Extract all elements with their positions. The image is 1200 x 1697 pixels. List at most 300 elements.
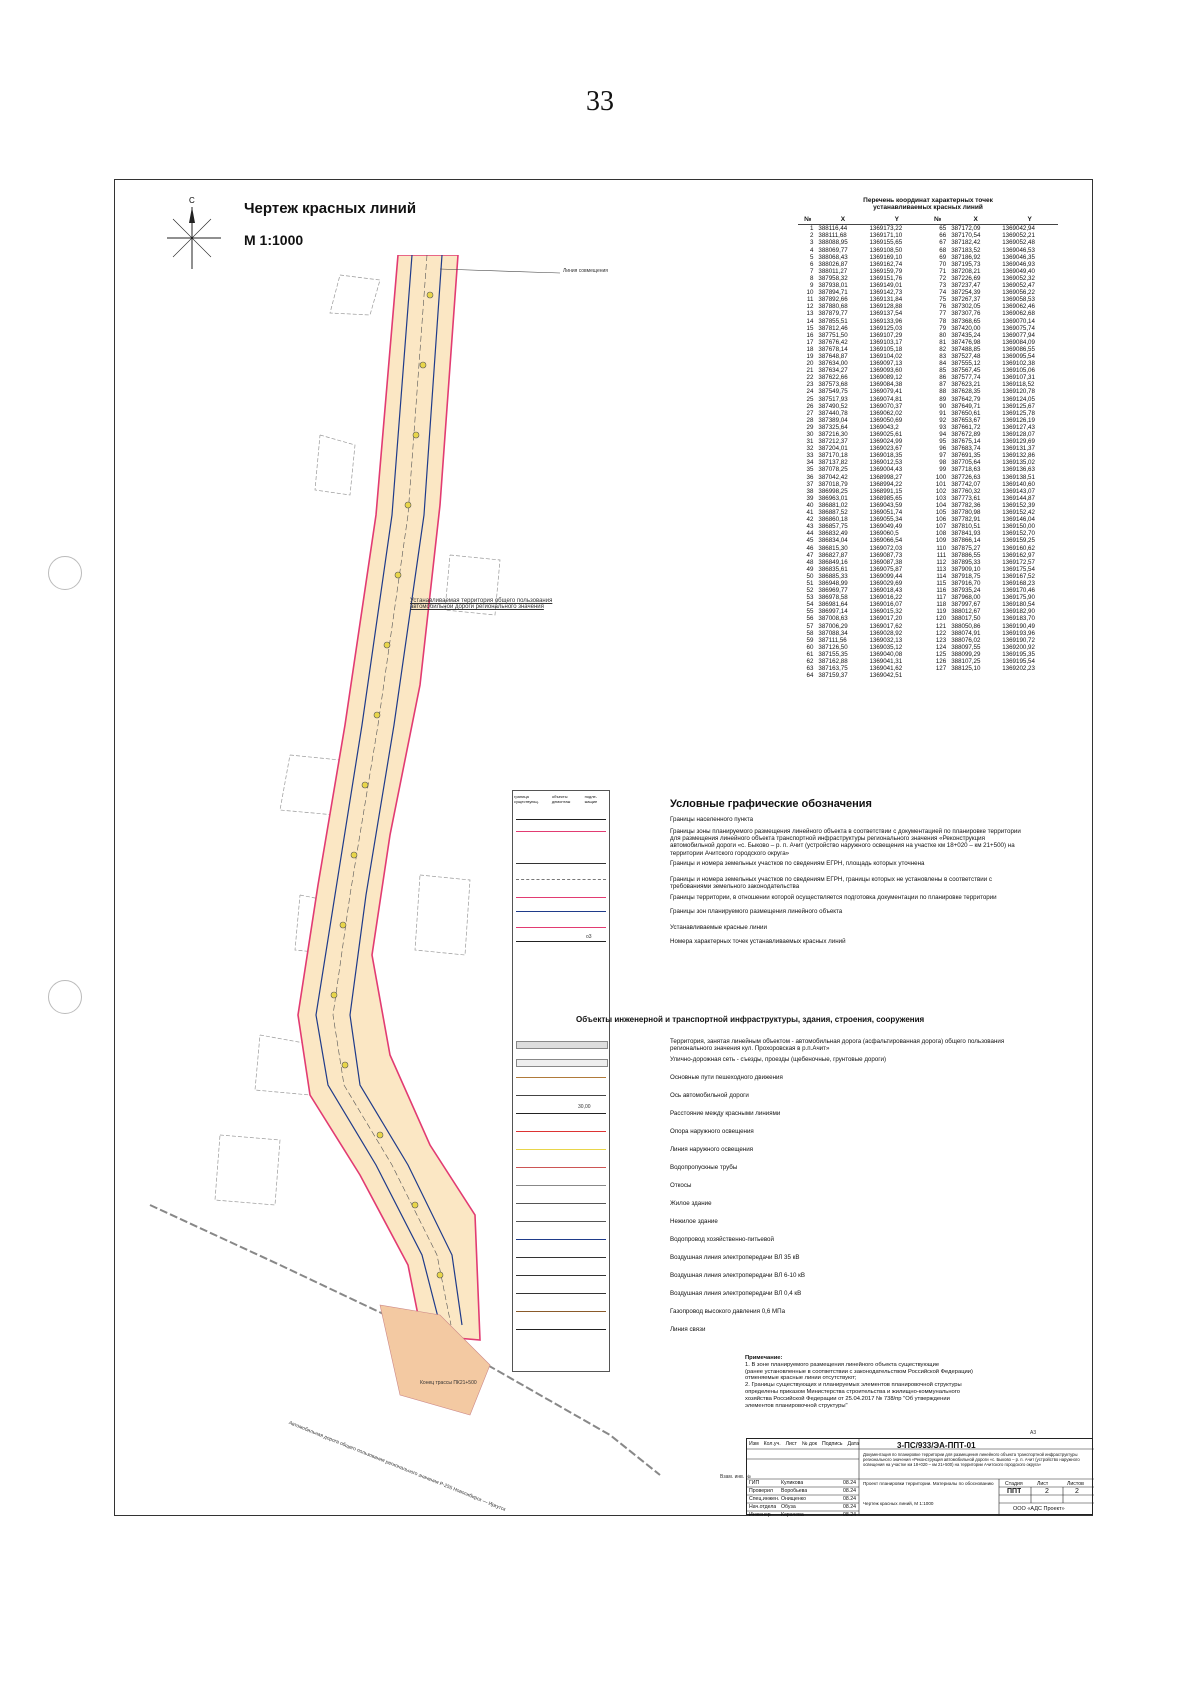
legend-symbol: [516, 897, 606, 898]
table-cell: 60: [806, 643, 814, 651]
table-row: [798, 672, 1058, 679]
legend-symbol: [516, 927, 606, 928]
table-cell: 387204,01: [818, 445, 848, 453]
table-cell: 387622,66: [818, 374, 848, 382]
table-row: [798, 509, 1058, 516]
table-cell: 30: [806, 431, 814, 438]
table-cell: 22: [806, 374, 814, 382]
legend-distance-label: 30,00: [578, 1104, 591, 1110]
table-cell: 37: [806, 480, 814, 488]
table-row: [798, 537, 1058, 544]
table-row: [798, 289, 1058, 296]
table-cell: 1369155,65: [869, 239, 903, 247]
table-cell: 387812,46: [818, 324, 848, 332]
table-cell: 1369095,54: [1002, 352, 1035, 360]
table-cell: 1369138,51: [1002, 473, 1035, 481]
legend-item: Нежилое здание: [670, 1218, 718, 1225]
table-cell: 1369200,92: [1002, 643, 1035, 651]
table-cell: 387742,07: [951, 480, 981, 488]
legend-item: Водопропускные трубы: [670, 1164, 738, 1171]
table-cell: 1369107,29: [869, 331, 903, 339]
table-cell: 1369193,96: [1002, 629, 1035, 637]
table-row: [798, 318, 1058, 325]
table-cell: 1369125,03: [869, 324, 903, 332]
table-cell: 1369129,69: [1002, 438, 1035, 446]
table-cell: 1369049,49: [869, 523, 903, 531]
legend-item: Границы зон планируемого размещения линейного объекта: [670, 908, 843, 915]
table-row: [798, 339, 1058, 346]
table-cell: 1369077,94: [1002, 331, 1035, 339]
table-cell: 1369051,74: [869, 509, 903, 517]
table-cell: 388074,91: [951, 629, 981, 637]
table-cell: 387008,63: [818, 615, 848, 623]
table-cell: 103: [935, 494, 947, 502]
table-cell: 386857,75: [818, 523, 848, 531]
note-line: 1. В зоне планируемого размещения линейного объекта существующие: [745, 1361, 940, 1368]
table-cell: 387325,64: [818, 423, 848, 431]
legend-symbol: [516, 819, 606, 820]
table-cell: 387916,70: [951, 579, 981, 587]
table-cell: 386815,30: [818, 544, 848, 552]
table-cell: 1369055,34: [869, 516, 903, 524]
table-cell: 387880,68: [818, 303, 848, 311]
stamp-header-cell: № док: [801, 1441, 818, 1447]
table-cell: 387634,00: [818, 360, 848, 368]
table-cell: 1369097,13: [869, 360, 903, 368]
table-cell: 387195,73: [951, 260, 981, 268]
table-cell: 387918,75: [951, 572, 981, 580]
table-cell: 387488,85: [951, 345, 981, 353]
table-cell: 93: [939, 423, 947, 431]
map-label-road: Автомобильная дорога общего пользования регионального значения Р-255 Новосибирск — Иркутск: [287, 1420, 507, 1513]
table-cell: 1369052,47: [1002, 282, 1035, 290]
punch-hole: [48, 556, 82, 590]
legend-title: Условные графические обозначения: [670, 798, 872, 810]
table-cell: 1369144,87: [1002, 494, 1035, 502]
table-cell: 36: [806, 473, 814, 481]
legend-item: Линия связи: [670, 1326, 706, 1333]
table-cell: 1369046,93: [1002, 260, 1035, 268]
table-cell: 80: [939, 331, 947, 339]
stamp-header-cell: Кол.уч.: [763, 1441, 781, 1447]
table-cell: 387875,27: [951, 544, 981, 552]
table-row: [798, 615, 1058, 622]
table-cell: 116: [936, 587, 947, 595]
stamp-stage-label: Стадия: [1005, 1481, 1023, 1487]
stamp-role: Инженер: [749, 1512, 771, 1518]
table-cell: 96: [939, 445, 947, 453]
table-cell: 1369093,60: [869, 367, 903, 375]
table-row: [798, 630, 1058, 637]
table-cell: 387935,24: [951, 587, 981, 595]
table-cell: 1369128,88: [869, 303, 903, 311]
table-cell: 1369016,22: [869, 594, 903, 602]
table-row: [798, 651, 1058, 658]
table-cell: 71: [939, 267, 947, 275]
table-cell: 14: [806, 317, 814, 325]
stamp-role: Нач.отдела: [749, 1504, 777, 1510]
coordinates-table: [798, 197, 1058, 679]
table-cell: 1369167,52: [1002, 572, 1035, 580]
table-cell: 387111,56: [818, 636, 847, 644]
table-cell: 387435,24: [951, 331, 981, 339]
table-cell: 1369105,18: [869, 345, 903, 353]
table-cell: 1369018,35: [869, 452, 903, 460]
table-cell: 79: [939, 324, 947, 332]
table-cell: 73: [939, 282, 947, 290]
table-cell: 8: [809, 274, 814, 282]
table-cell: 387555,12: [951, 360, 981, 368]
table-cell: 387170,18: [818, 452, 848, 460]
legend-item: Территория, занятая линейным объектом - автомобильная дорога (асфальтированная дорога) общего пользования регионального значения кул. Прохоровская в р.п.Ачит»: [670, 1038, 1005, 1053]
table-cell: 387307,76: [951, 310, 981, 318]
table-cell: 1369058,53: [1002, 296, 1035, 304]
table-cell: 386978,58: [818, 594, 848, 602]
table-cell: 92: [939, 416, 947, 424]
legend-symbol: [516, 1275, 606, 1276]
table-cell: 69: [939, 253, 947, 261]
table-cell: 387018,79: [818, 480, 848, 488]
table-cell: 50: [806, 572, 814, 580]
legend-item: Границы и номера земельных участков по сведениям ЕГРН, площадь которых уточнена: [670, 860, 925, 867]
table-row: [798, 545, 1058, 552]
table-cell: 38: [806, 487, 814, 495]
table-cell: 387527,48: [951, 352, 981, 360]
table-cell: 1: [809, 225, 814, 233]
table-cell: 106: [935, 516, 947, 524]
table-cell: 1369132,86: [1002, 452, 1035, 460]
table-cell: 42: [806, 516, 814, 524]
table-cell: 1369168,23: [1002, 579, 1035, 587]
table-cell: 27: [806, 409, 814, 417]
table-cell: 387855,51: [818, 317, 848, 325]
table-cell: 1369170,46: [1002, 587, 1035, 595]
table-row: [798, 637, 1058, 644]
table-row: [798, 239, 1058, 246]
table-cell: 31: [806, 438, 814, 446]
table-cell: 1369172,57: [1002, 558, 1035, 566]
table-cell: 388099,29: [951, 650, 981, 658]
table-cell: 388107,25: [951, 658, 981, 665]
table-cell: 387042,42: [818, 473, 848, 481]
table-row: [798, 488, 1058, 495]
table-cell: 388017,50: [951, 615, 981, 623]
table-cell: 387648,87: [818, 352, 848, 360]
table-cell: 388026,87: [818, 260, 848, 268]
table-cell: 126: [935, 658, 947, 665]
table-cell: 76: [939, 303, 947, 311]
legend-symbol: [516, 1167, 606, 1168]
table-cell: 1369043,2: [869, 423, 899, 431]
table-row: [798, 410, 1058, 417]
table-cell: 386997,14: [818, 608, 848, 616]
table-cell: 1369024,99: [869, 438, 903, 446]
table-cell: 95: [939, 438, 947, 446]
table-cell: 1369180,54: [1002, 601, 1035, 609]
table-cell: 387476,98: [951, 338, 981, 346]
table-cell: 1369108,50: [869, 246, 903, 254]
table-cell: 101: [935, 480, 947, 488]
table-row: [798, 566, 1058, 573]
table-cell: [1001, 672, 1058, 679]
table-cell: 1369018,43: [869, 587, 903, 595]
stamp-org: ООО «АДС Проект»: [1013, 1506, 1065, 1512]
table-cell: 388069,77: [818, 246, 848, 254]
table-cell: 120: [935, 615, 947, 623]
stamp-sheets: 2: [1075, 1488, 1079, 1495]
table-cell: 386948,99: [818, 579, 848, 587]
table-cell: 118: [936, 601, 947, 609]
table-cell: 15: [806, 324, 814, 332]
stamp-header-cell: Дата: [847, 1441, 859, 1447]
table-cell: 23: [806, 381, 814, 389]
table-row: [798, 261, 1058, 268]
coords-col-header: №: [925, 215, 950, 225]
table-cell: 1369143,07: [1002, 487, 1035, 495]
table-cell: 13: [806, 310, 814, 318]
table-row: [798, 587, 1058, 594]
table-cell: 387780,98: [951, 509, 981, 517]
table-row: [798, 559, 1058, 566]
table-cell: 387782,36: [951, 501, 981, 509]
table-cell: 387705,64: [951, 459, 981, 467]
table-cell: 20: [806, 360, 814, 368]
table-cell: 1369029,69: [869, 579, 903, 587]
legend-symbol: [516, 1239, 606, 1240]
stamp-person: Онищенко: [781, 1496, 806, 1502]
legend-symbol: [516, 863, 606, 864]
legend-symbol: [516, 1293, 606, 1294]
table-row: [798, 388, 1058, 395]
table-cell: 388050,86: [951, 622, 981, 630]
table-cell: 1369152,42: [1002, 509, 1035, 517]
table-cell: 1369023,67: [869, 445, 903, 453]
table-cell: 1369099,44: [869, 572, 903, 580]
table-cell: 387672,89: [951, 431, 981, 438]
table-cell: 1369160,62: [1002, 544, 1035, 552]
table-row: [798, 403, 1058, 410]
table-cell: 1369125,67: [1002, 402, 1035, 410]
table-cell: 387678,14: [818, 345, 848, 353]
table-cell: 49: [806, 565, 814, 573]
table-cell: 1369202,23: [1002, 665, 1035, 673]
table-cell: 1369052,32: [1002, 274, 1035, 282]
table-cell: 1369103,17: [869, 338, 903, 346]
table-cell: 48: [806, 558, 814, 566]
table-row: [798, 282, 1058, 289]
table-cell: 1369169,10: [869, 253, 903, 261]
table-cell: 387577,74: [951, 374, 981, 382]
table-cell: 2: [809, 232, 814, 240]
table-cell: 387549,75: [818, 388, 848, 396]
table-cell: 102: [935, 487, 947, 495]
table-cell: 1369136,63: [1002, 466, 1035, 474]
table-cell: 387163,75: [818, 665, 848, 673]
table-cell: 11: [806, 296, 814, 304]
legend-item: Номера характерных точек устанавливаемых красных линий: [670, 938, 846, 945]
table-cell: 387183,52: [951, 246, 981, 254]
legend-item: Границы территории, в отношении которой осуществляется подготовка документации по планировке территории: [670, 894, 997, 901]
table-cell: 1369072,03: [869, 544, 903, 552]
legend-col-label: подле-жащие: [584, 794, 598, 804]
table-cell: 112: [936, 558, 947, 566]
coords-col-header: Y: [1001, 215, 1058, 225]
table-cell: 1369151,76: [869, 274, 903, 282]
table-cell: 53: [806, 594, 814, 602]
legend-item: Линия наружного освещения: [670, 1146, 754, 1153]
table-row: [798, 325, 1058, 332]
table-cell: 1369142,73: [869, 289, 903, 297]
table-row: [798, 381, 1058, 388]
table-cell: 65: [939, 225, 947, 233]
note-line: отменяемые красные линии отсутствуют;: [745, 1375, 857, 1382]
map-label-combine-line: Линия совмещения: [563, 268, 608, 274]
table-cell: 74: [939, 289, 947, 297]
legend-point-label: о3: [586, 934, 592, 940]
table-cell: 387302,05: [951, 303, 981, 311]
stamp-stage: ППТ: [1007, 1488, 1022, 1495]
table-cell: 1369042,94: [1002, 225, 1035, 233]
legend-item: Опора наружного освещения: [670, 1128, 754, 1135]
table-cell: 1369015,32: [869, 608, 903, 616]
table-cell: 1368991,15: [869, 487, 903, 495]
stamp-inv: Взам. инв. №: [720, 1474, 751, 1480]
table-cell: 54: [806, 601, 814, 609]
table-cell: 387634,27: [818, 367, 848, 375]
stamp-person: Карачева: [781, 1512, 804, 1518]
table-cell: 1369079,41: [869, 388, 903, 396]
table-row: [798, 438, 1058, 445]
stamp-sheet-name: Чертеж красных линий, М 1:1000: [863, 1501, 934, 1506]
table-cell: 45: [806, 537, 814, 545]
table-cell: 113: [936, 565, 947, 573]
table-cell: 387517,93: [818, 395, 848, 403]
table-row: [798, 644, 1058, 651]
table-cell: 12: [806, 303, 814, 311]
table-cell: 1369025,61: [869, 431, 903, 438]
legend-item: Основные пути пешеходного движения: [670, 1074, 783, 1081]
stamp-section: Проект планировки территории. Материалы по обоснованию: [863, 1481, 994, 1486]
stamp-format: А3: [1030, 1430, 1037, 1436]
table-row: [798, 552, 1058, 559]
table-cell: 387389,04: [818, 416, 848, 424]
table-row: [798, 530, 1058, 537]
table-cell: 1369087,38: [869, 558, 903, 566]
table-cell: 1369035,12: [869, 643, 903, 651]
legend-item: Воздушная линия электропередачи ВЛ 6-10 кВ: [670, 1272, 805, 1279]
table-cell: 388076,02: [951, 636, 981, 644]
table-cell: 1369175,54: [1002, 565, 1035, 573]
table-cell: 1369016,07: [869, 601, 903, 609]
stamp-date: 08.24: [843, 1504, 856, 1510]
table-cell: 82: [939, 345, 947, 353]
table-cell: 1369133,96: [869, 317, 903, 325]
table-cell: 386832,49: [818, 530, 848, 538]
table-row: [798, 665, 1058, 672]
table-cell: 67: [939, 239, 947, 247]
table-row: [798, 594, 1058, 601]
stamp-header-cell: Изм: [749, 1441, 759, 1447]
table-cell: 387810,51: [951, 523, 981, 531]
table-cell: 86: [939, 374, 947, 382]
table-cell: 386887,52: [818, 509, 848, 517]
table-row: [798, 452, 1058, 459]
table-cell: 1369149,01: [869, 282, 903, 290]
table-cell: 388125,10: [951, 665, 981, 673]
table-row: [798, 459, 1058, 466]
stamp-role: Проверил: [749, 1488, 773, 1494]
table-row: [798, 232, 1058, 239]
table-cell: 1369040,08: [869, 650, 903, 658]
table-cell: 32: [806, 445, 814, 453]
legend-item: Устанавливаемые красные линии: [670, 924, 767, 931]
table-row: [798, 573, 1058, 580]
table-cell: 43: [806, 523, 814, 531]
table-cell: 387782,91: [951, 516, 981, 524]
table-row: [798, 623, 1058, 630]
table-cell: 387212,37: [818, 438, 848, 446]
table-cell: 1369075,74: [1002, 324, 1035, 332]
table-cell: 1369162,74: [869, 260, 903, 268]
table-cell: 1369107,31: [1002, 374, 1035, 382]
table-cell: 388012,67: [951, 608, 981, 616]
stamp-sheet: 2: [1045, 1488, 1049, 1495]
table-cell: 387866,14: [951, 537, 981, 545]
table-cell: 387170,54: [951, 232, 981, 240]
table-row: [798, 247, 1058, 254]
table-cell: 109: [935, 537, 947, 545]
table-cell: 1369150,00: [1002, 523, 1035, 531]
legend-item: Расстояние между красными линиями: [670, 1110, 781, 1117]
table-cell: 1369195,35: [1002, 650, 1035, 658]
table-row: [798, 516, 1058, 523]
table-cell: 1369052,21: [1002, 232, 1035, 240]
table-row: [798, 474, 1058, 481]
table-cell: 88: [939, 388, 947, 396]
table-cell: 386881,02: [818, 501, 848, 509]
legend-symbol: [516, 911, 606, 912]
table-cell: 387186,92: [951, 253, 981, 261]
table-cell: 386885,33: [818, 572, 848, 580]
stamp-date: 08.24: [843, 1496, 856, 1502]
table-cell: 5: [809, 253, 814, 261]
table-cell: 387760,32: [951, 487, 981, 495]
table-cell: 105: [935, 509, 947, 517]
table-cell: 387642,79: [951, 395, 981, 403]
table-cell: 1369135,02: [1002, 459, 1035, 467]
table-cell: 58: [806, 629, 814, 637]
table-cell: 387006,29: [818, 622, 848, 630]
table-cell: 122: [935, 629, 947, 637]
legend-symbol: [516, 1329, 606, 1330]
table-cell: 1369017,20: [869, 615, 903, 623]
table-cell: 1369004,43: [869, 466, 903, 474]
table-cell: 115: [936, 579, 947, 587]
table-cell: 387650,61: [951, 409, 981, 417]
table-cell: 1369049,40: [1002, 267, 1035, 275]
table-cell: 386998,25: [818, 487, 848, 495]
table-cell: 68: [939, 246, 947, 254]
table-cell: 1369126,19: [1002, 416, 1035, 424]
table-cell: 21: [806, 367, 814, 375]
table-cell: 387567,45: [951, 367, 981, 375]
table-cell: 117: [936, 594, 947, 602]
table-row: [798, 417, 1058, 424]
coords-col-header: №: [798, 215, 817, 225]
table-cell: 34: [806, 459, 814, 467]
table-row: [798, 601, 1058, 608]
table-cell: 18: [806, 345, 814, 353]
